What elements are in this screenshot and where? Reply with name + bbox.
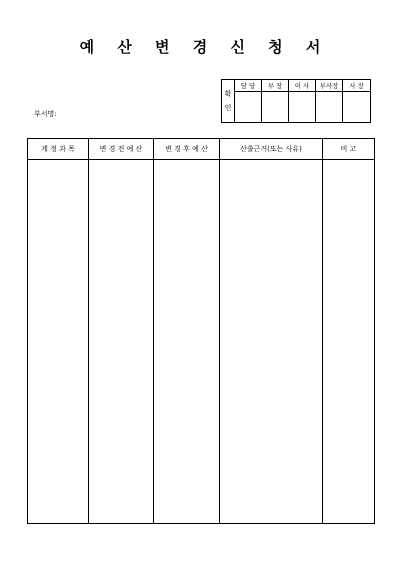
approval-role-manager: 담 당 — [235, 80, 262, 92]
remarks-cell[interactable] — [323, 160, 375, 524]
calculation-basis-cell[interactable] — [220, 160, 323, 524]
column-header-calculation-basis: 산출근거(또는 사유) — [220, 139, 323, 160]
column-header-remarks: 비 고 — [323, 139, 375, 160]
approval-signature-cell[interactable] — [262, 92, 289, 123]
account-cell[interactable] — [28, 160, 89, 524]
approval-signature-cell[interactable] — [235, 92, 262, 123]
approval-box — [221, 79, 371, 123]
approval-signature-cell[interactable] — [316, 92, 343, 123]
budget-after-cell[interactable] — [154, 160, 220, 524]
approval-signature-cell[interactable] — [343, 92, 371, 123]
column-header-account: 계 정 과 목 — [28, 139, 89, 160]
document-title: 예 산 변 경 신 청 서 — [79, 38, 330, 56]
budget-change-table — [27, 138, 375, 524]
column-header-budget-before: 변 경 전 예 산 — [89, 139, 154, 160]
column-header-budget-after: 변 경 후 예 산 — [154, 139, 220, 160]
approval-confirm-label: 확 인 — [222, 80, 235, 123]
department-label: 부서명: — [34, 110, 57, 118]
budget-before-cell[interactable] — [89, 160, 154, 524]
approval-role-director: 이 사 — [289, 80, 316, 92]
approval-role-department-head: 부 장 — [262, 80, 289, 92]
approval-role-president: 사 장 — [343, 80, 371, 92]
approval-role-vice-president: 부사장 — [316, 80, 343, 92]
approval-signature-cell[interactable] — [289, 92, 316, 123]
